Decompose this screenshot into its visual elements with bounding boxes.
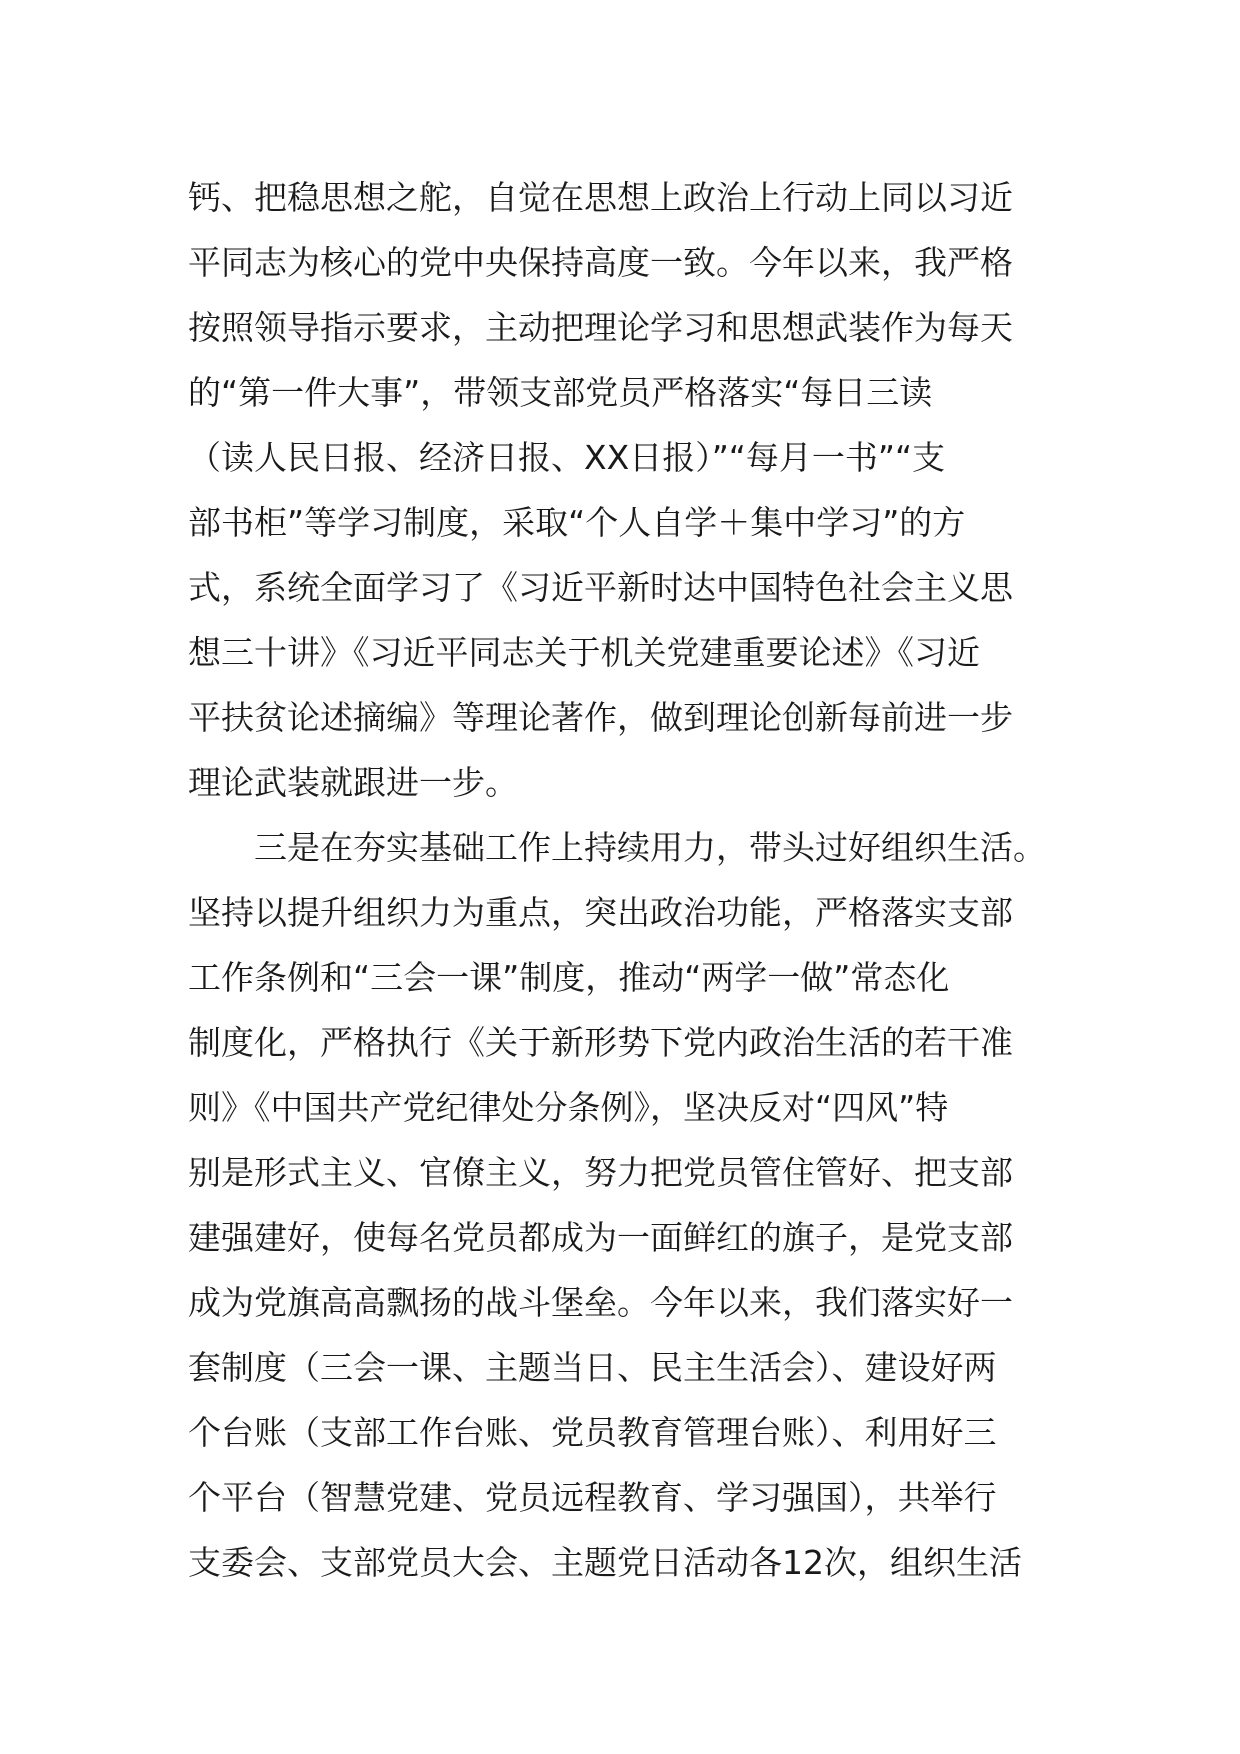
paragraph-start-line: 三是在夯实基础工作上持续用力，带头过好组织生活。 — [254, 828, 1046, 867]
text-line: 制度化，严格执行《关于新形势下党内政治生活的若干准 — [188, 1023, 1013, 1062]
text-line: 钙、把稳思想之舵，自觉在思想上政治上行动上同以习近 — [188, 178, 1013, 217]
text-line: 式，系统全面学习了《习近平新时达中国特色社会主义思 — [188, 568, 1013, 607]
text-line: 部书柜”等学习制度，采取“个人自学＋集中学习”的方 — [188, 503, 966, 542]
text-line: 则》《中国共产党纪律处分条例》，坚决反对“四风”特 — [188, 1088, 949, 1127]
body-text — [188, 165, 1088, 1595]
text-line: 想三十讲》《习近平同志关于机关党建重要论述》《习近 — [188, 633, 980, 672]
text-line: 建强建好，使每名党员都成为一面鲜红的旗子，是党支部 — [188, 1218, 1013, 1257]
text-line: 成为党旗高高飘扬的战斗堡垒。今年以来，我们落实好一 — [188, 1283, 1013, 1322]
text-line: 套制度（三会一课、主题当日、民主生活会）、建设好两 — [188, 1348, 997, 1387]
text-line: 平扶贫论述摘编》等理论著作，做到理论创新每前进一步 — [188, 698, 1013, 737]
text-line: 按照领导指示要求，主动把理论学习和思想武装作为每天 — [188, 308, 1013, 347]
text-line: 平同志为核心的党中央保持高度一致。今年以来，我严格 — [188, 243, 1013, 282]
text-line: 支委会、支部党员大会、主题党日活动各12次，组织生活 — [188, 1543, 1022, 1582]
text-line: 坚持以提升组织力为重点，突出政治功能，严格落实支部 — [188, 893, 1013, 932]
text-line: 个台账（支部工作台账、党员教育管理台账）、利用好三 — [188, 1413, 997, 1452]
text-line: 工作条例和“三会一课”制度，推动“两学一做”常态化 — [188, 958, 950, 997]
text-line: 个平台（智慧党建、党员远程教育、学习强国），共举行 — [188, 1478, 997, 1517]
text-line: 别是形式主义、官僚主义，努力把党员管住管好、把支部 — [188, 1153, 1013, 1192]
text-line: 的“第一件大事”，带领支部党员严格落实“每日三读 — [188, 373, 933, 412]
text-line: 理论武装就跟进一步。 — [188, 763, 518, 802]
text-line: （读人民日报、经济日报、XX日报）”“每月一书”“支 — [188, 438, 946, 477]
